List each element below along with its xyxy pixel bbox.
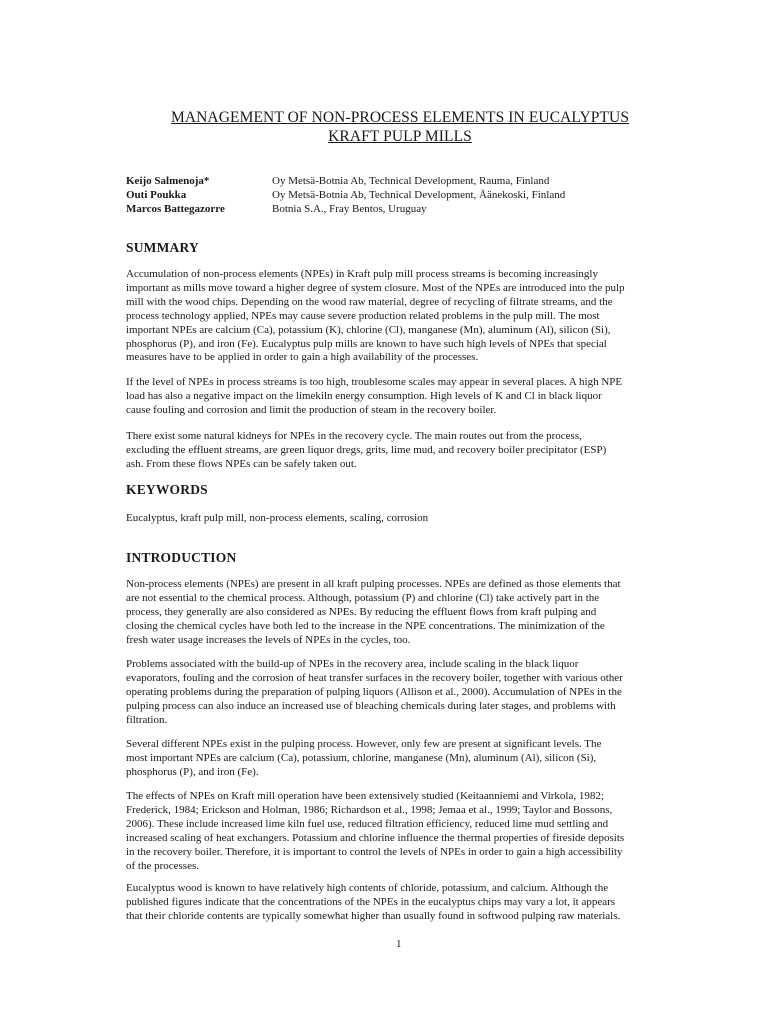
- paragraph-line: The effects of NPEs on Kraft mill operation have been extensively studied (Keitaanniemi and Virkola, 1982;: [126, 790, 604, 802]
- paragraph-line: operating problems during the preparation of pulping liquors (Allison et al., 2000). Accumulation of NPEs in the: [126, 685, 622, 698]
- paragraph-line: published figures indicate that the concentrations of the NPEs in the eucalyptus chips may vary a lot, it appears: [126, 895, 616, 908]
- paragraph-line: most important NPEs are calcium (Ca), potassium, chlorine, manganese (Mn), aluminum (Al), silicon (Si),: [126, 751, 597, 764]
- page-number: 1: [396, 938, 402, 950]
- paragraph-line: Accumulation of non-process elements (NPEs) in Kraft pulp mill process streams is becoming increasingly: [126, 268, 598, 280]
- paragraph-line: phosphorus (P), and iron (Fe). Eucalyptus pulp mills are known to have such high levels of NPEs that special: [126, 337, 607, 350]
- paragraph-line: that their chloride contents are typically somewhat higher than usually found in softwood pulping raw materials.: [126, 909, 621, 922]
- summary-paragraph-1: [126, 268, 652, 365]
- paragraph-line: Eucalyptus wood is known to have relatively high contents of chloride, potassium, and calcium. Although the: [126, 882, 609, 894]
- paragraph-line: There exist some natural kidneys for NPEs in the recovery cycle. The main routes out from the process,: [126, 430, 582, 442]
- paragraph-line: ash. From these flows NPEs can be safely taken out.: [126, 457, 357, 470]
- paragraph-line: filtration.: [126, 713, 168, 726]
- introduction-paragraph-1: [126, 578, 652, 648]
- paragraph-line: Frederick, 1984; Erickson and Holman, 1986; Richardson et al., 1998; Jemaa et al., 1999; Taylor and Bossons,: [126, 803, 613, 816]
- keywords-heading: KEYWORDS: [126, 482, 208, 497]
- paragraph-line: Non-process elements (NPEs) are present in all kraft pulping processes. NPEs are defined as those elements that: [126, 578, 621, 590]
- paragraph-line: measures have to be applied in order to gain a high availability of the processes.: [126, 351, 479, 364]
- keywords-line: Eucalyptus, kraft pulp mill, non-process elements, scaling, corrosion: [126, 512, 429, 524]
- summary-heading: SUMMARY: [126, 240, 199, 255]
- paragraph-line: of the processes.: [126, 859, 200, 872]
- paragraph-line: increased scaling of heat exchangers. Potassium and chlorine influence the thermal properties of fireside deposits: [126, 831, 625, 844]
- introduction-paragraph-3: [126, 738, 652, 780]
- paragraph-line: excluding the effluent streams, are green liquor dregs, grits, lime mud, and recovery boiler precipitator (ESP): [126, 443, 607, 456]
- author-affiliation: Oy Metsä-Botnia Ab, Technical Development, Rauma, Finland: [272, 175, 550, 187]
- paragraph-line: Several different NPEs exist in the pulping process. However, only few are present at significant levels. The: [126, 738, 602, 750]
- paragraph-line: 2006). These include increased lime kiln fuel use, reduced filtration efficiency, reduced lime mud settling and: [126, 817, 609, 830]
- paragraph-line: cause fouling and corrosion and limit the production of steam in the recovery boiler.: [126, 403, 497, 416]
- author-name: Keijo Salmenoja*: [126, 175, 210, 187]
- author-name: Marcos Battegazorre: [126, 203, 225, 215]
- paragraph-line: pulping process can also induce an increased use of bleaching chemicals during later stages, and problems with: [126, 699, 616, 712]
- title-line-2: KRAFT PULP MILLS: [328, 128, 472, 145]
- introduction-paragraph-5: [126, 882, 652, 924]
- author-name: Outi Poukka: [126, 189, 187, 201]
- introduction-heading: INTRODUCTION: [126, 550, 237, 565]
- paper-title: [100, 108, 700, 146]
- paragraph-line: load has also a negative impact on the limekiln energy consumption. High levels of K and Cl in black liquor: [126, 389, 602, 402]
- paragraph-line: important as mills move toward a higher degree of system closure. Most of the NPEs are introduced into the pulp: [126, 281, 625, 294]
- paragraph-line: process, they generally are also considered as NPEs. By reducing the effluent flows from kraft pulping and: [126, 605, 597, 618]
- paragraph-line: closing the chemical cycles have both led to the increase in the NPE concentrations. The minimization of the: [126, 619, 605, 632]
- title-line-1: MANAGEMENT OF NON-PROCESS ELEMENTS IN EUCALYPTUS: [170, 109, 630, 126]
- paragraph-line: fresh water usage increases the levels of NPEs in the cycles, too.: [126, 633, 411, 646]
- paragraph-line: phosphorus (P), and iron (Fe).: [126, 765, 259, 778]
- paragraph-line: If the level of NPEs in process streams is too high, troublesome scales may appear in several places. A high NPE: [126, 376, 623, 388]
- introduction-paragraph-4: [126, 790, 652, 873]
- paragraph-line: Problems associated with the build-up of NPEs in the recovery area, include scaling in the black liquor: [126, 658, 579, 670]
- keywords-text: [126, 512, 652, 526]
- paragraph-line: process technology applied, NPEs may cause severe production related problems in the pulp mill. The most: [126, 309, 600, 322]
- paragraph-line: evaporators, fouling and the corrosion of heat transfer surfaces in the recovery boiler, together with various other: [126, 671, 623, 684]
- introduction-paragraph-2: [126, 658, 652, 728]
- paragraph-line: important NPEs are calcium (Ca), potassium (K), chlorine (Cl), manganese (Mn), aluminum (Al), silicon (Si),: [126, 323, 611, 336]
- summary-paragraph-2: [126, 376, 652, 418]
- author-affiliation: Botnia S.A., Fray Bentos, Uruguay: [272, 203, 427, 215]
- paragraph-line: in the recovery boiler. Therefore, it is important to control the levels of NPEs in order to gain a high accessibility: [126, 845, 623, 858]
- paragraph-line: mill with the wood chips. Depending on the wood raw material, degree of recycling of filtrate streams, and the: [126, 295, 613, 308]
- author-affiliation: Oy Metsä-Botnia Ab, Technical Development, Äänekoski, Finland: [272, 189, 566, 201]
- paragraph-line: are not essential to the chemical process. Although, potassium (P) and chlorine (Cl) take actively part in the: [126, 591, 600, 604]
- summary-paragraph-3: [126, 430, 652, 472]
